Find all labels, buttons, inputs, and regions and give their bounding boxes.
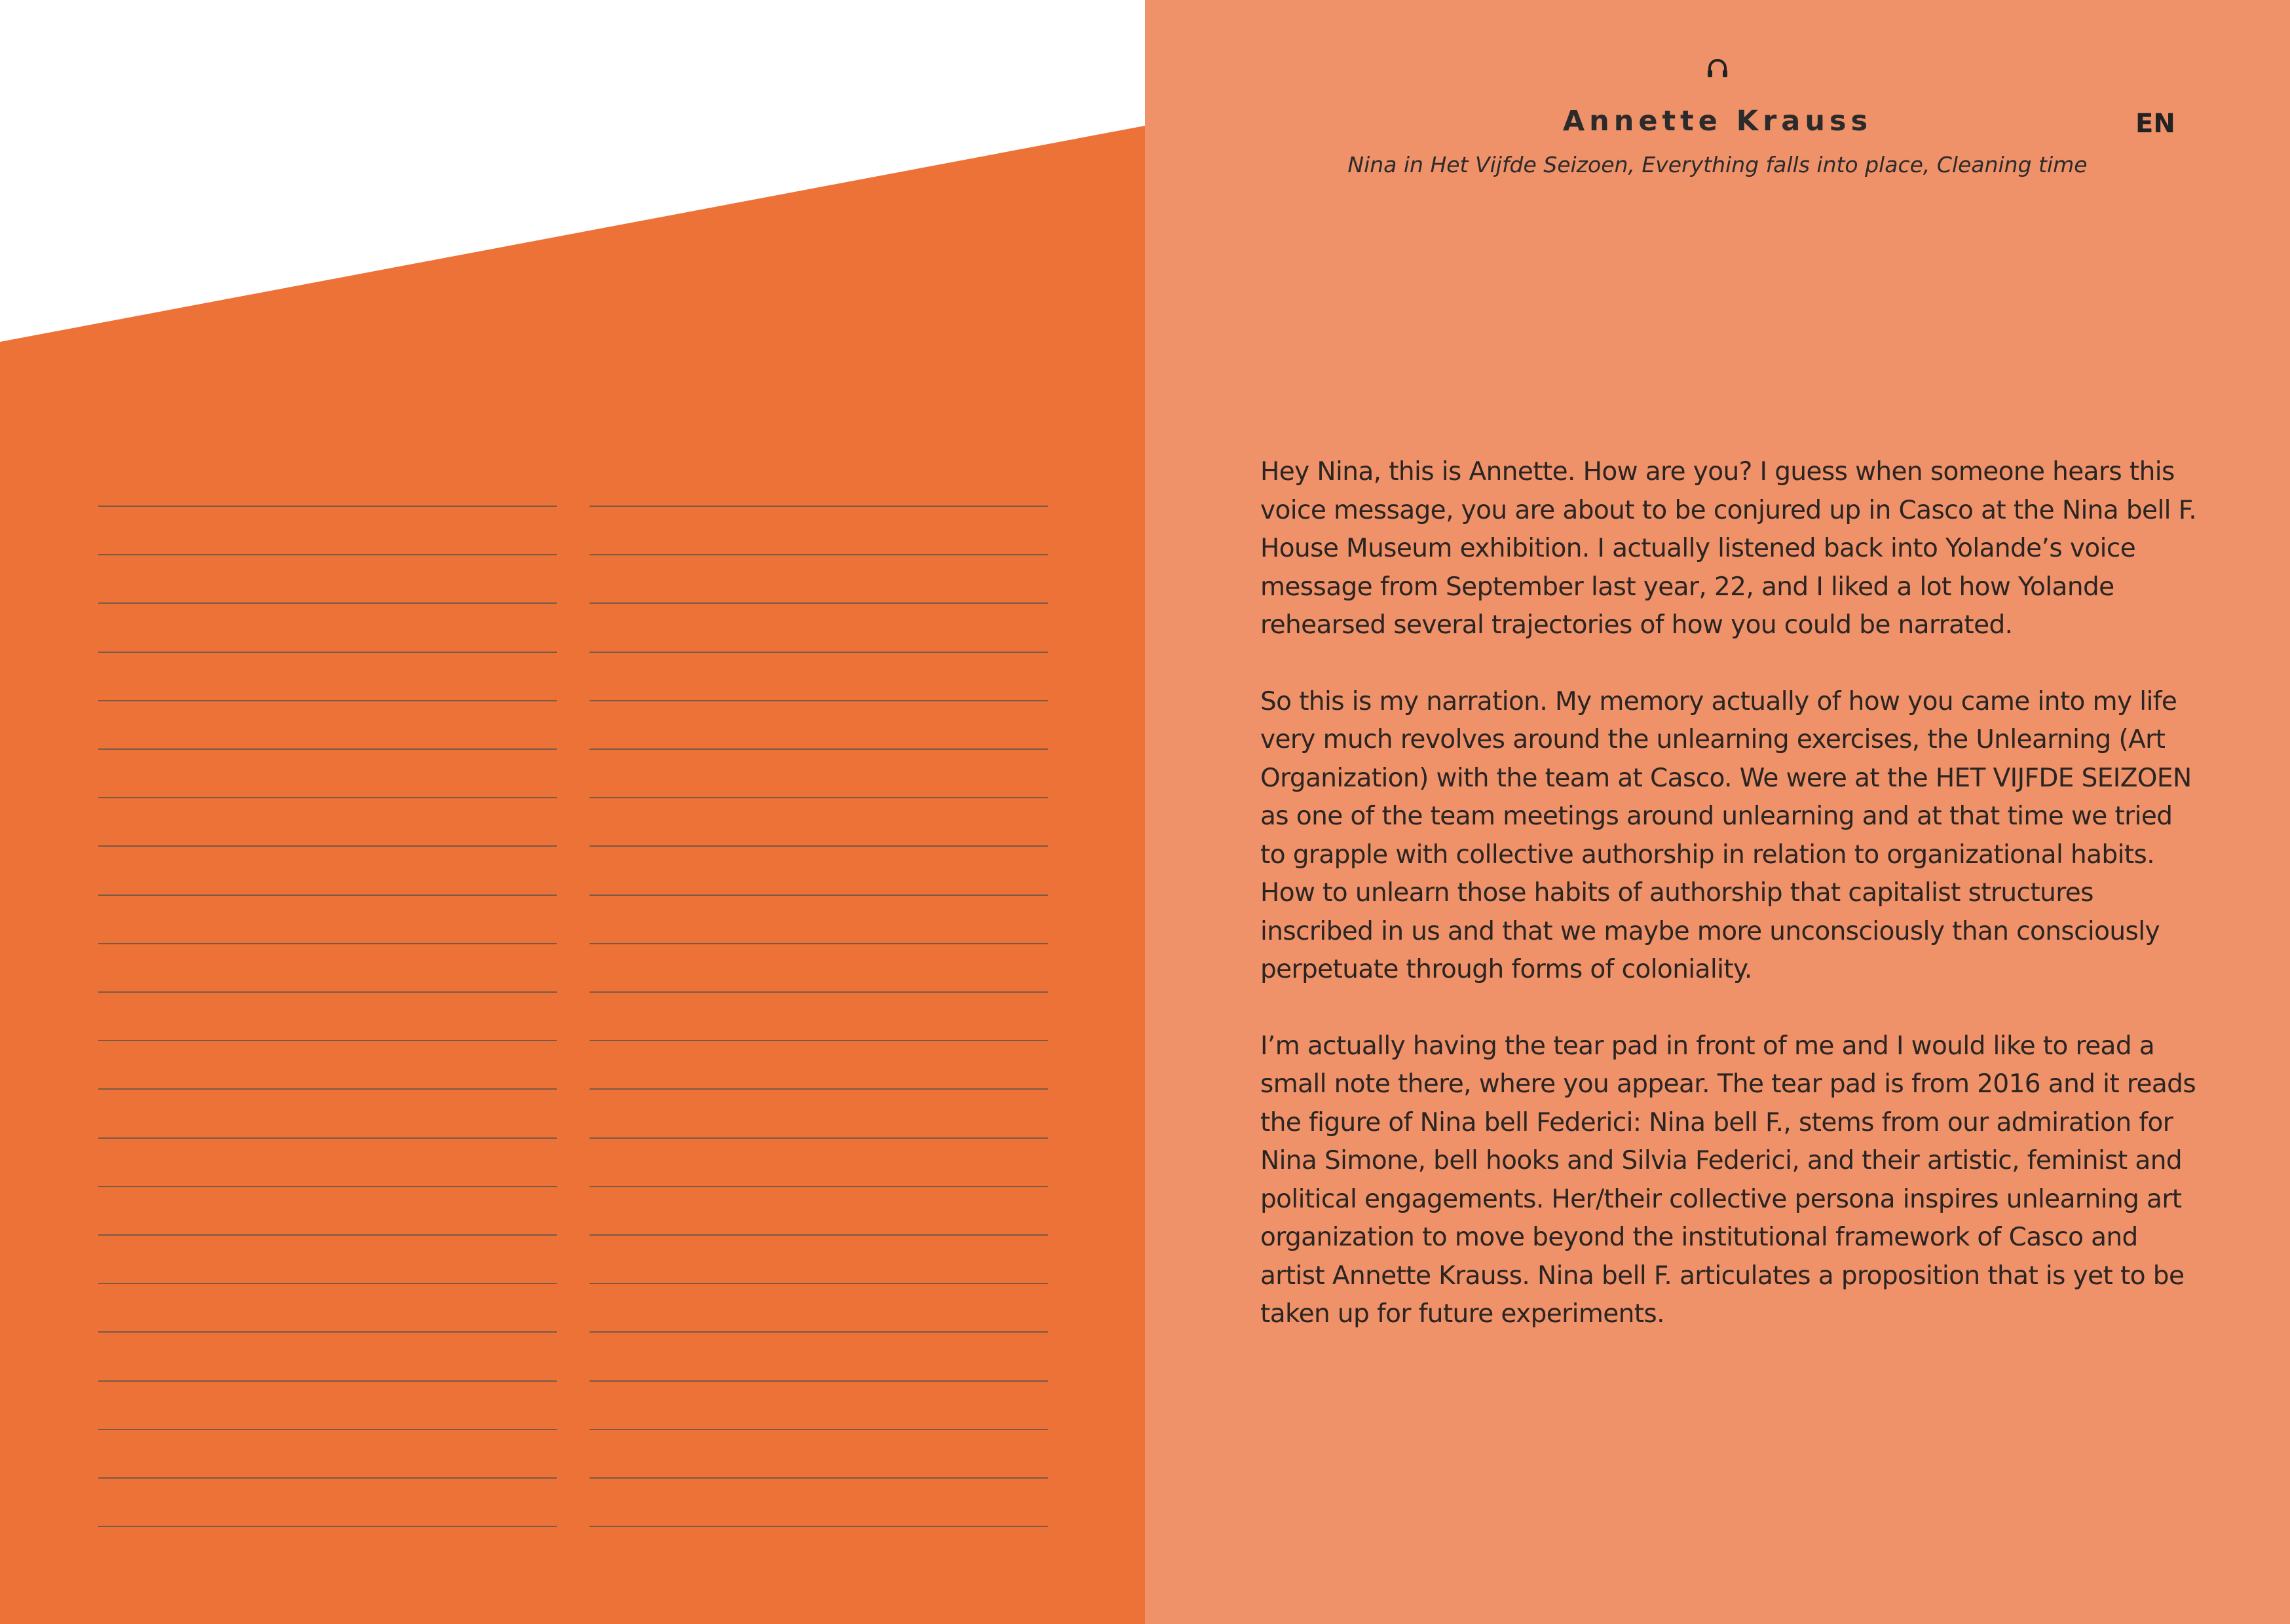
note-line [590,1283,1048,1284]
note-line [590,1186,1048,1187]
note-line [590,1526,1048,1527]
track-subtitle: Nina in Het Vijfde Seizoen, Everything falls into place, Cleaning time [1347,152,2088,177]
headphones-icon[interactable] [1706,56,1729,80]
note-line [590,1088,1048,1090]
note-line [590,602,1048,604]
note-line [98,1477,557,1479]
note-line [98,895,557,896]
note-line [590,554,1048,555]
note-line [98,506,557,507]
transcript-paragraph: I’m actually having the tear pad in front of me and I would like to read a small note there, where you appear. The tear pad is from 2016 and it reads the figure of Nina bell Federici: Nina bell F., stems from our admiration for Nina Simone, bell hooks and Silvia Federici, and their artistic, feminist and political engagements. Her/their collective persona inspires unlearning art organization to move beyond the institutional framework of Casco and artist Annette Krauss. Nina bell F. articulates a proposition that is yet to be taken up for future experiments. [1260,1031,2196,1329]
note-line [98,1040,557,1041]
note-line [98,1186,557,1187]
note-line [590,895,1048,896]
note-line [98,554,557,555]
note-line [590,652,1048,653]
note-line [590,1234,1048,1236]
note-line [590,1477,1048,1479]
note-line [98,797,557,798]
note-line [590,1040,1048,1041]
note-line [590,1380,1048,1382]
note-line [590,845,1048,847]
note-lines-column-right [590,0,1048,1624]
note-line [98,700,557,701]
note-line [98,943,557,944]
note-line [590,1137,1048,1139]
transcript-paragraph: Hey Nina, this is Annette. How are you? I guess when someone hears this voice message, you are about to be conjured up in Casco at the Nina bell F. House Museum exhibition. I actually listened back into Yolande’s voice message from September last year, 22, and I liked a lot how Yolande rehearsed several trajectories of how you could be narrated. [1260,457,2197,640]
note-line [98,1234,557,1236]
note-line [98,1526,557,1527]
note-line [98,652,557,653]
note-line [590,797,1048,798]
note-line [98,1283,557,1284]
note-line [590,748,1048,750]
note-line [98,748,557,750]
note-line [98,1088,557,1090]
note-line [590,1331,1048,1333]
transcript-panel [1145,0,2290,1624]
note-line [98,1331,557,1333]
language-switch[interactable]: EN [2135,109,2175,139]
note-lines-column-left [98,0,557,1624]
transcript-paragraph: So this is my narration. My memory actually of how you came into my life very much revolves around the unlearning exercises, the Unlearning (Art Organization) with the team at Casco. We were at the HET VIJFDE SEIZOEN as one of the team meetings around unlearning and at that time we tried to grapple with collective authorship in relation to organizational habits. How to unlearn those habits of authorship that capitalist structures inscribed in us and that we maybe more unconsciously than consciously perpetuate through forms of coloniality. [1260,686,2192,984]
transcript-body [1260,453,2197,1372]
note-line [98,991,557,993]
note-line [98,602,557,604]
note-line [98,1429,557,1430]
note-line [590,506,1048,507]
note-line [98,845,557,847]
note-line [590,1429,1048,1430]
note-line [98,1380,557,1382]
author-name: Annette Krauss [1562,105,1873,138]
note-line [590,943,1048,944]
note-line [590,700,1048,701]
note-line [590,991,1048,993]
note-line [98,1137,557,1139]
